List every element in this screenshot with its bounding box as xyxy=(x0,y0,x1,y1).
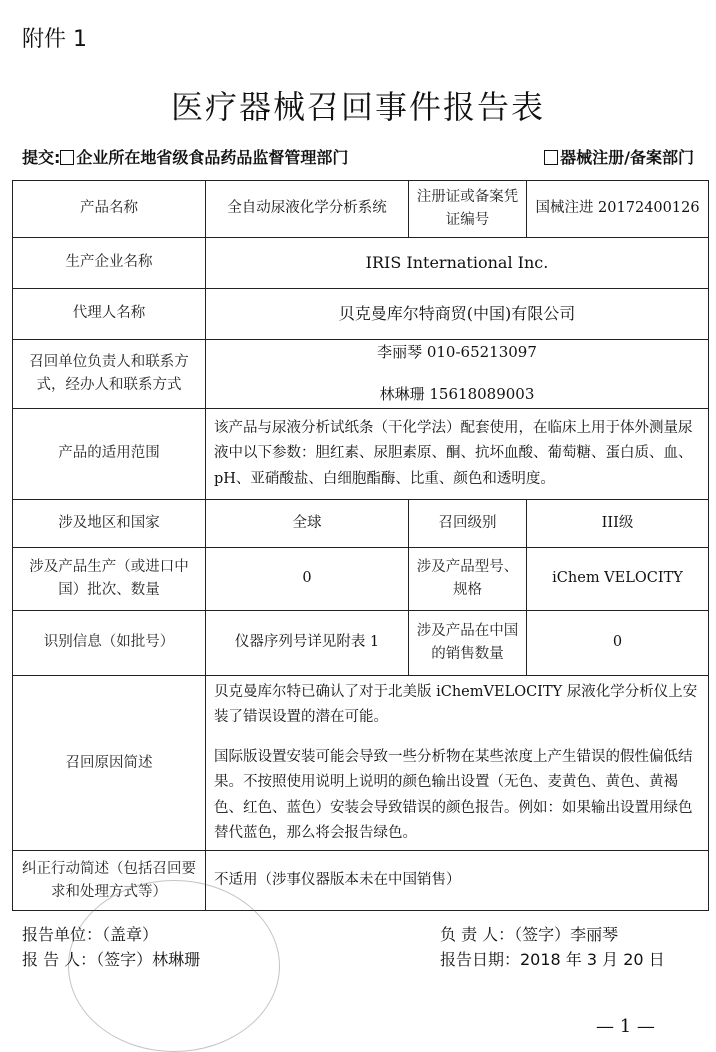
reason-paragraph-2: 国际版设置安装可能会导致一些分析物在某些浓度上产生错误的假性偏低结果。不按照使用说明上说明的颜色输出设置（无色、麦黄色、黄色、黄褐色、红色、蓝色）安装会导致错误的颜色报告。例如：如果输出设置用绿色替代蓝色，那么将会报告绿色。 xyxy=(214,748,693,841)
id-info-value: 仪器序列号详见附表 1 xyxy=(206,611,409,676)
contact-value xyxy=(206,340,709,409)
corrective-action-value: 不适用（涉事仪器版本未在中国销售） xyxy=(206,851,709,911)
scope-label: 产品的适用范围 xyxy=(13,409,206,500)
page-title: 医疗器械召回事件报告表 xyxy=(170,88,545,126)
table-row xyxy=(13,611,709,676)
page-number: — 1 — xyxy=(596,1016,655,1037)
reg-no-value: 国械注进 20172400126 xyxy=(527,181,709,238)
contact-line-2: 林琳珊 15618089003 xyxy=(379,385,535,403)
table-row xyxy=(13,409,709,500)
recall-level-value: III级 xyxy=(527,500,709,548)
table-row xyxy=(13,289,709,340)
contact-line-1: 李丽琴 010-65213097 xyxy=(377,343,537,362)
manufacturer-value: IRIS International Inc. xyxy=(206,238,709,289)
table-row xyxy=(13,238,709,289)
model-label: 涉及产品型号、规格 xyxy=(409,548,527,611)
table-row xyxy=(13,340,709,409)
submit-line xyxy=(22,145,348,168)
report-unit: 报告单位：（盖章） xyxy=(22,925,159,944)
batch-value: 0 xyxy=(206,548,409,611)
submit-option-registration: 器械注册/备案部门 xyxy=(560,148,694,167)
table-row xyxy=(13,181,709,238)
reason-value xyxy=(206,676,709,851)
table-row xyxy=(13,500,709,548)
china-sales-value: 0 xyxy=(527,611,709,676)
model-value: iChem VELOCITY xyxy=(527,548,709,611)
agent-label: 代理人名称 xyxy=(13,289,206,340)
china-sales-label: 涉及产品在中国的销售数量 xyxy=(409,611,527,676)
product-name-label: 产品名称 xyxy=(13,181,206,238)
region-value: 全球 xyxy=(206,500,409,548)
responsible-person: 负 责 人：（签字）李丽琴 xyxy=(440,925,619,944)
report-date: 报告日期：2018 年 3 月 20 日 xyxy=(440,950,665,969)
corrective-action-label: 纠正行动简述（包括召回要求和处理方式等） xyxy=(13,851,206,911)
submit-option-provincial: 企业所在地省级食品药品监督管理部门 xyxy=(76,148,349,167)
scope-value: 该产品与尿液分析试纸条（干化学法）配套使用，在临床上用于体外测量尿液中以下参数：胆红素、尿胆素原、酮、抗坏血酸、葡萄糖、蛋白质、血、pH、亚硝酸盐、白细胞酯酶、比重、颜色和透明度。 xyxy=(206,409,709,500)
contact-label: 召回单位负责人和联系方式，经办人和联系方式 xyxy=(13,340,206,409)
table-row xyxy=(13,676,709,851)
region-label: 涉及地区和国家 xyxy=(13,500,206,548)
recall-level-label: 召回级别 xyxy=(409,500,527,548)
checkbox-provincial[interactable] xyxy=(60,150,74,165)
submit-option-registration-wrap xyxy=(544,145,694,168)
table-row xyxy=(13,548,709,611)
reg-no-label: 注册证或备案凭证编号 xyxy=(409,181,527,238)
reason-paragraph-1: 贝克曼库尔特已确认了对于北美版 iChemVELOCITY 尿液化学分析仪上安装了错误设置的潜在可能。 xyxy=(214,684,698,726)
reporter: 报 告 人：（签字）林琳珊 xyxy=(22,950,201,969)
product-name-value: 全自动尿液化学分析系统 xyxy=(206,181,409,238)
submit-prefix: 提交: xyxy=(22,148,61,167)
id-info-label: 识别信息（如批号） xyxy=(13,611,206,676)
agent-value: 贝克曼库尔特商贸(中国)有限公司 xyxy=(206,289,709,340)
reason-label: 召回原因简述 xyxy=(13,676,206,851)
checkbox-registration[interactable] xyxy=(544,150,558,165)
attachment-label: 附件 1 xyxy=(22,27,87,52)
batch-label: 涉及产品生产（或进口中国）批次、数量 xyxy=(13,548,206,611)
recall-report-table xyxy=(12,180,709,911)
manufacturer-label: 生产企业名称 xyxy=(13,238,206,289)
